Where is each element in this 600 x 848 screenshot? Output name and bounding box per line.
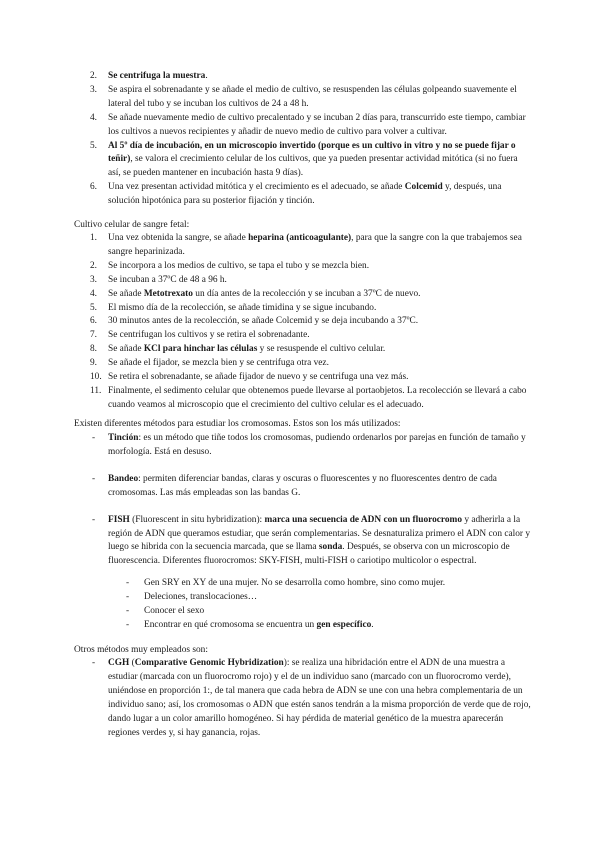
list-item xyxy=(90,84,530,112)
fetal-blood-heading: Cultivo celular de sangre fetal: xyxy=(74,220,190,230)
list-number: 6. xyxy=(90,182,98,193)
fish-application-item xyxy=(126,591,526,605)
list-dash: - xyxy=(92,658,96,668)
text-run: Se añade xyxy=(108,288,144,299)
list-dash: - xyxy=(92,433,96,443)
text-run: Se centrifugan los cultivos y se retira el sobrenadante. xyxy=(108,330,310,341)
text-run: y, después, una solución hipotónica para su posterior fijación y tinción. xyxy=(108,182,502,207)
other-methods-list xyxy=(92,657,532,740)
text-run: , se valora el crecimiento celular de los cultivos, que ya pueden presentar actividad mitótica (si no fuera así, se pueden mantener en incubación hasta 9 días). xyxy=(108,154,518,179)
text-run: : permiten diferenciar bandas, claras y oscuras o fluorescentes y no fluorescentes dentro de cada cromosomas. Las más empleadas son las bandas G. xyxy=(108,473,497,498)
text-run: 30 minutos antes de la recolección, se añade Colcemid y se deja incubando a 37ºC. xyxy=(108,316,419,327)
text-run: El mismo día de la recolección, se añade timidina y se sigue incubando. xyxy=(108,302,377,313)
text-run: Una vez presentan actividad mitótica y el crecimiento es el adecuado, se añade xyxy=(108,182,405,193)
list-item xyxy=(90,140,530,182)
text-run: , para que la sangre con la que trabajemos sea sangre heparinizada. xyxy=(108,233,522,257)
method-item xyxy=(92,432,532,460)
list-item xyxy=(90,70,530,84)
list-number: 2. xyxy=(90,260,98,271)
culture-steps-list xyxy=(90,70,530,209)
text-run: Se incuban a 37ºC de 48 a 96 h. xyxy=(108,274,227,285)
list-number: 7. xyxy=(90,330,98,341)
list-number: 2. xyxy=(90,71,98,81)
fish-applications-list xyxy=(126,577,526,633)
list-number: 4. xyxy=(90,112,98,123)
bold-text-run: sonda xyxy=(318,542,343,553)
list-number: 9. xyxy=(90,358,98,369)
list-item xyxy=(90,260,530,274)
list-item xyxy=(90,302,530,316)
text-run: Se retira el sobrenadante, se añade fijador de nuevo y se centrifuga una vez más. xyxy=(108,372,409,383)
bold-text-run: heparina (anticoagulante) xyxy=(248,233,352,243)
text-run: . Después, se observa con un microscopio de fluorescencia. Diferentes fluorocromos: SKY-FISH, multi-FISH o cariotipo multicolor o espectral. xyxy=(108,542,510,567)
list-dash: - xyxy=(126,578,130,588)
list-dash: - xyxy=(92,514,96,525)
list-item xyxy=(90,232,530,260)
bold-text-run: Al 5º día de incubación, en un microscopio invertido (porque es un cultivo in vitro y no se puede fijar o teñir) xyxy=(108,140,516,165)
text-run: Gen SRY en XY de una mujer. No se desarrolla como hombre, sino como mujer. xyxy=(144,578,446,588)
list-number: 10. xyxy=(90,372,102,383)
list-number: 11. xyxy=(90,385,102,396)
bold-text-run: FISH xyxy=(108,514,130,525)
text-run: Conocer el sexo xyxy=(144,605,205,616)
text-run: Finalmente, el sedimento celular que obtenemos puede llevarse al portaobjetos. La recolección se llevará a cabo cuando veamos al microscopio que el crecimiento del cultivo celular es el adecuado. xyxy=(108,385,527,410)
bold-text-run: Tinción xyxy=(108,433,139,443)
text-run: Deleciones, translocaciones… xyxy=(144,591,258,602)
list-number: 3. xyxy=(90,274,98,285)
bold-text-run: KCl para hinchar las células xyxy=(143,344,258,355)
methods-intro: Existen diferentes métodos para estudiar los cromosomas. Estos son los más utilizados: xyxy=(74,419,401,429)
list-item xyxy=(90,371,530,385)
list-item xyxy=(90,343,530,357)
bold-text-run: Colcemid xyxy=(404,182,443,193)
text-run: Se aspira el sobrenadante y se añade el medio de cultivo, se resuspenden las células golpeando suavemente el lateral del tubo y se incuban los cultivos de 24 a 48 h. xyxy=(108,84,517,109)
bold-text-run: Comparative Genomic Hybridization xyxy=(134,658,284,668)
list-item xyxy=(90,181,530,209)
methods-list xyxy=(92,432,532,569)
text-run: y se resuspende el cultivo celular. xyxy=(257,344,386,355)
list-dash: - xyxy=(126,605,130,616)
list-number: 6. xyxy=(90,316,98,327)
list-dash: - xyxy=(126,619,130,630)
text-run: : es un método que tiñe todos los cromosomas, pudiendo ordenarlos por parejas en función de tamaño y morfología. Está en desuso. xyxy=(108,433,526,457)
bold-text-run: Bandeo xyxy=(108,473,139,484)
fish-application-item xyxy=(126,577,526,591)
list-item xyxy=(90,385,530,413)
list-number: 8. xyxy=(90,344,98,355)
other-methods-heading: Otros métodos muy empleados son: xyxy=(74,645,208,655)
list-dash: - xyxy=(126,591,130,602)
text-run: Se añade nuevamente medio de cultivo precalentado y se incuban 2 días para, transcurrido este tiempo, cambiar los cultivos a nuevos recipientes y añadir de nuevo medio de cultivo para volver a cultivar. xyxy=(108,112,526,137)
bold-text-run: marca una secuencia de ADN con un fluorocromo xyxy=(264,514,463,525)
text-run: Se incorpora a los medios de cultivo, se tapa el tubo y se mezcla bien. xyxy=(108,260,370,271)
bold-text-run: CGH xyxy=(108,658,130,668)
method-item xyxy=(92,514,532,570)
list-number: 4. xyxy=(90,288,98,299)
text-run: Una vez obtenida la sangre, se añade xyxy=(108,233,249,243)
text-run: ): se realiza una hibridación entre el ADN de una muestra a estudiar (marcada con un fluorocromo rojo) y el de un individuo sano (marcado con un fluorocromo verde), uniéndose en proporción 1:, de tal manera que cada hebra de ADN se une con una hebra complementaria de un individuo sano; así, los cromosomas o ADN que estén sanos tendrán a la misma proporción de verde que de rojo, dando lugar a un color amarillo homogéneo. Si hay pérdida de material genético de la muestra aparecerán regiones verdes y, si hay ganancia, rojas. xyxy=(108,658,531,738)
list-item xyxy=(90,288,530,302)
text-run: Se añade xyxy=(108,344,144,355)
text-run: ( xyxy=(129,658,135,668)
bold-text-run: Metotrexato xyxy=(143,288,193,299)
text-run: un día antes de la recolección y se incuban a 37ºC de nuevo. xyxy=(192,288,421,299)
list-item xyxy=(90,274,530,288)
list-dash: - xyxy=(92,473,96,484)
list-item xyxy=(90,112,530,140)
bold-text-run: gen específico xyxy=(316,619,372,630)
fetal-blood-steps-list xyxy=(90,232,530,413)
text-run: Se añade el fijador, se mezcla bien y se centrifuga otra vez. xyxy=(108,358,329,369)
text-run: . xyxy=(205,71,208,81)
list-item xyxy=(90,357,530,371)
other-method-item xyxy=(92,657,532,740)
method-item xyxy=(92,473,532,501)
bold-text-run: Se centrifuga la muestra xyxy=(108,71,206,81)
list-item xyxy=(90,329,530,343)
text-run: (Fluorescent in situ hybridization): xyxy=(129,514,265,525)
list-item xyxy=(90,315,530,329)
text-run: Encontrar en qué cromosoma se encuentra un xyxy=(144,619,317,630)
fish-application-item xyxy=(126,619,526,633)
list-number: 3. xyxy=(90,84,98,95)
fish-application-item xyxy=(126,605,526,619)
list-number: 5. xyxy=(90,302,98,313)
text-run: . xyxy=(371,619,374,630)
text-run: y adherirla a la región de ADN que queramos estudiar, que serán complementarias. Se desnaturaliza primero el ADN con calor y luego se hibrida con la secuencia marcada, que se llama xyxy=(108,514,531,553)
list-number: 1. xyxy=(90,233,98,243)
list-number: 5. xyxy=(90,140,98,151)
